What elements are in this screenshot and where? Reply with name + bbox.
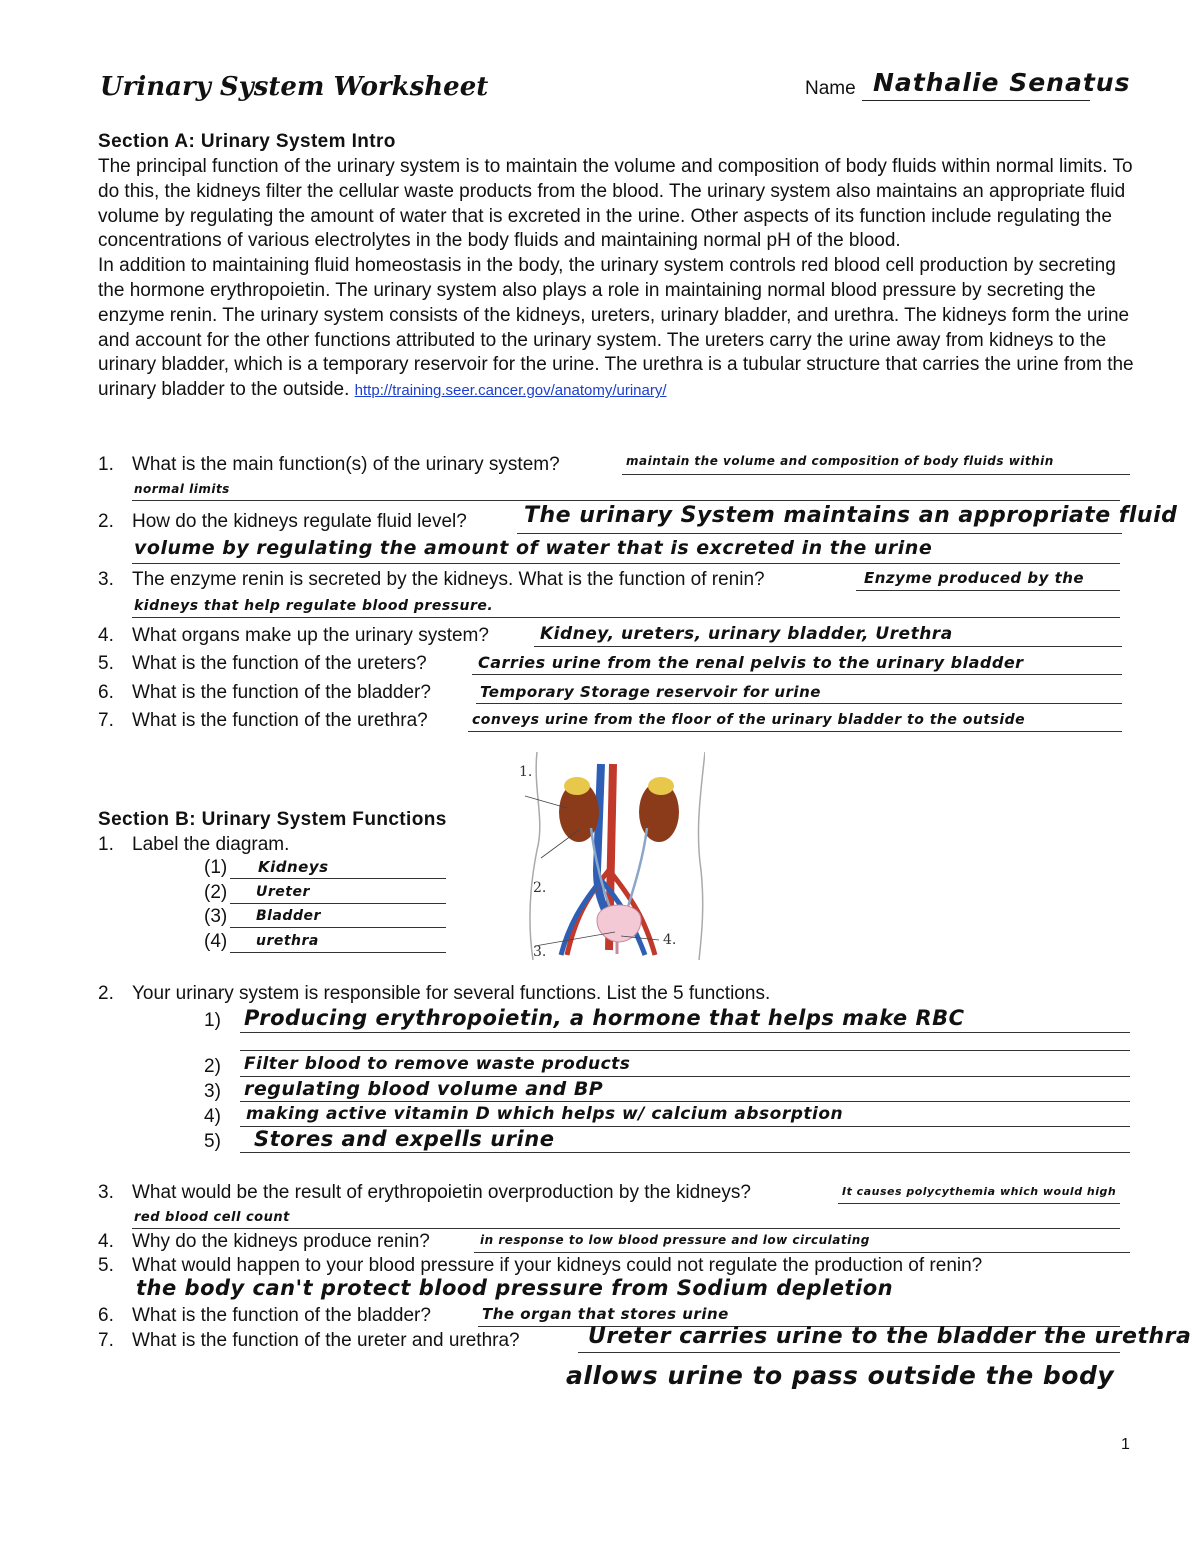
question-b7 [98,1330,520,1352]
intro-paragraph-2-text: In addition to maintaining fluid homeostasis in the body, the urinary system controls red blood cell production by secreting the hormone erythropoietin. The urinary system also plays a role in maintaining normal blood pressure by secreting the enzyme renin. The urinary system consists of the kidneys, ureters, urinary bladder, and urethra. The kidneys form the urine and account for the other functions attributed to the urinary system. The ureters carry the urine away from kidneys to the urinary bladder, which is a temporary reservoir for the urine. The urethra is a tubular structure that carries the urine from the urinary bladder to the outside. [98,255,1134,401]
answer-a2-line1: The urinary System maintains an appropriate fluid [524,503,1178,528]
question-number: 7. [98,1330,114,1351]
label-number: (2) [204,882,228,903]
answer-b7-line1: Ureter carries urine to the bladder the urethra [588,1324,1192,1349]
function-answer-line[interactable] [240,1030,1130,1051]
question-number: 3. [98,569,114,590]
question-text: What organs make up the urinary system? [132,625,489,646]
function-row-5 [204,1131,221,1153]
question-a7 [98,710,428,732]
function-row-2 [204,1056,221,1078]
answer-a3-line2: kidneys that help regulate blood pressure. [134,598,494,614]
question-text: Your urinary system is responsible for several functions. List the 5 functions. [132,983,771,1004]
label-row-2 [204,882,227,904]
answer-b4: in response to low blood pressure and low circulating [480,1233,870,1247]
question-text: What is the function of the urethra? [132,710,428,731]
question-a3 [98,569,765,591]
question-number: 6. [98,1305,114,1326]
answer-line[interactable] [132,478,1120,501]
label-number: (1) [204,857,228,878]
function-number: 5) [204,1131,221,1152]
question-number: 5. [98,1255,114,1276]
question-a4 [98,625,489,647]
answer-a1-line1: maintain the volume and composition of body fluids within [626,454,1054,468]
function-number: 4) [204,1106,221,1127]
section-b-heading: Section B: Urinary System Functions [98,809,447,830]
answer-b7-line2: allows urine to pass outside the body [566,1361,1115,1390]
function-row-1 [204,1010,221,1032]
question-text: What would happen to your blood pressure if your kidneys could not regulate the production of renin? [132,1255,983,1276]
label-value-1: Kidneys [258,858,329,876]
worksheet-title: Urinary System Worksheet [100,72,489,102]
answer-a2-line2: volume by regulating the amount of water that is excreted in the urine [134,537,933,559]
question-text: What is the main function(s) of the urinary system? [132,454,560,475]
function-value-1: Producing erythropoietin, a hormone that helps make RBC [244,1006,965,1030]
question-text: What is the function of the bladder? [132,682,431,703]
label-number: (3) [204,906,228,927]
question-number: 4. [98,1231,114,1252]
label-row-4 [204,931,227,953]
label-value-2: Ureter [256,884,310,900]
question-text: Why do the kidneys produce renin? [132,1231,430,1252]
question-b6 [98,1305,431,1327]
function-number: 2) [204,1056,221,1077]
function-value-4: making active vitamin D which helps w/ calcium absorption [246,1104,844,1124]
question-text: What is the function of the ureter and urethra? [132,1330,520,1351]
question-a2 [98,511,467,533]
function-value-3: regulating blood volume and BP [244,1078,604,1100]
diagram-label-4: 4. [663,932,677,948]
question-number: 2. [98,511,114,532]
diagram-label-2: 2. [533,880,547,896]
label-row-3 [204,906,227,928]
function-value-5: Stores and expells urine [254,1127,555,1151]
question-text: What is the function of the bladder? [132,1305,431,1326]
label-value-4: urethra [256,933,319,949]
diagram-label-3: 3. [533,944,547,960]
intro-text [98,155,1138,404]
page-number: 1 [1121,1436,1130,1453]
label-value-3: Bladder [256,908,321,924]
diagram-label-1: 1. [519,764,533,780]
answer-b3-line2: red blood cell count [134,1210,290,1225]
function-value-2: Filter blood to remove waste products [244,1054,631,1074]
question-a5 [98,653,427,675]
label-number: (4) [204,931,228,952]
name-label: Name [805,78,856,99]
reference-link[interactable]: http://training.seer.cancer.gov/anatomy/urinary/ [354,382,667,400]
question-b4 [98,1231,430,1253]
question-number: 7. [98,710,114,731]
intro-paragraph-1: The principal function of the urinary system is to maintain the volume and composition of body fluids within normal limits. To do this, the kidneys filter the cellular waste products from the blood. The urinary system also maintains an appropriate fluid volume by regulating the amount of water that is excreted in the urine. Other aspects of its function include regulating the concentrations of various electrolytes in the body fluids and maintaining normal pH of the blood. [98,156,1133,252]
question-number: 6. [98,682,114,703]
question-text: How do the kidneys regulate fluid level? [132,511,467,532]
function-row-4 [204,1106,221,1128]
label-row-1 [204,857,227,879]
question-text: What is the function of the ureters? [132,653,427,674]
answer-a6: Temporary Storage reservoir for urine [480,683,821,701]
section-a-heading: Section A: Urinary System Intro [98,131,396,152]
answer-a4: Kidney, ureters, urinary bladder, Urethra [540,624,953,644]
question-b3 [98,1182,751,1204]
function-row-3 [204,1081,221,1103]
question-number: 4. [98,625,114,646]
answer-a1-line2: normal limits [134,482,230,496]
question-a6 [98,682,431,704]
question-number: 1. [98,454,114,475]
answer-a7: conveys urine from the floor of the urinary bladder to the outside [472,712,1026,728]
answer-b6: The organ that stores urine [482,1305,729,1323]
urinary-system-diagram [505,750,705,962]
question-text: Label the diagram. [132,834,290,855]
question-number: 3. [98,1182,114,1203]
function-number: 1) [204,1010,221,1031]
question-b1 [98,834,289,856]
question-number: 2. [98,983,114,1004]
answer-a5: Carries urine from the renal pelvis to the urinary bladder [478,653,1024,672]
answer-b3-line1: It causes polycythemia which would high [842,1185,1117,1198]
question-a1 [98,454,560,476]
question-number: 5. [98,653,114,674]
question-number: 1. [98,834,114,855]
answer-a3-line1: Enzyme produced by the [864,569,1085,587]
question-b5 [98,1255,982,1277]
question-text: What would be the result of erythropoietin overproduction by the kidneys? [132,1182,751,1203]
answer-b5: the body can't protect blood pressure from Sodium depletion [136,1276,894,1300]
name-value: Nathalie Senatus [873,68,1131,97]
intro-paragraph-2 [98,254,1138,404]
question-b2 [98,983,770,1005]
function-number: 3) [204,1081,221,1102]
question-text: The enzyme renin is secreted by the kidneys. What is the function of renin? [132,569,765,590]
